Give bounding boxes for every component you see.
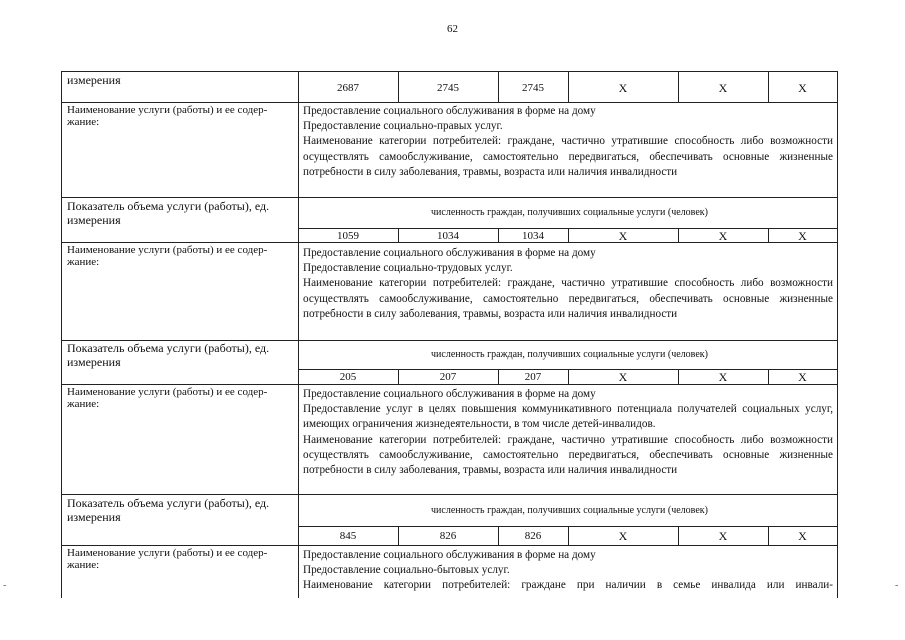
value-cell: 1034 (522, 230, 544, 242)
value-cell: 207 (524, 371, 542, 383)
value-cell: X (618, 529, 628, 543)
service-description (303, 548, 833, 594)
indicator-text: численность граждан, получивших социальные услуги (человек) (431, 349, 708, 360)
service-label: Наименование услуги (работы) и ее содер- жание: (67, 386, 268, 410)
value-cell: X (718, 370, 728, 384)
page-number: 62 (447, 23, 458, 35)
consumer-category-line: Наименование категории потребителей: граждане, частично утратившие способность либо возможности осуществлять самообслуживание, самостоятельно передвигаться, обеспечивать основные жизненные потребности в силу заболевания, травмы, возраста или наличия инвалидности (303, 277, 833, 320)
service-form-line: Предоставление социального обслуживания в форме на дому (303, 105, 596, 117)
service-description (303, 104, 833, 180)
value-cell: 207 (439, 371, 457, 383)
value-cell: 1034 (437, 230, 459, 242)
service-description (303, 387, 833, 478)
value-cell: X (718, 229, 728, 243)
value-cell: 1059 (337, 230, 359, 242)
service-table (61, 71, 838, 598)
indicator-label: Показатель объема услуги (работы), ед. измерения (67, 496, 270, 524)
row-divider (62, 494, 837, 495)
indicator-text: численность граждан, получивших социальные услуги (человек) (431, 505, 708, 516)
value-cell: 845 (339, 530, 357, 542)
value-cell: X (718, 81, 728, 95)
value-cell: 2745 (437, 82, 459, 94)
consumer-category-line: Наименование категории потребителей: граждане при наличии в семье инвалида или инвали- (303, 579, 833, 592)
indicator-label: Показатель объема услуги (работы), ед. измерения (67, 199, 270, 227)
value-cell: X (798, 529, 807, 543)
service-form-line: Предоставление социального обслуживания в форме на дому (303, 247, 596, 259)
indicator-text: численность граждан, получивших социальные услуги (человек) (431, 207, 708, 218)
row-divider (62, 102, 837, 103)
value-cell: X (618, 229, 628, 243)
service-form-line: Предоставление социального обслуживания в форме на дому (303, 388, 596, 400)
row-divider (62, 545, 837, 546)
scan-edge-mark: - (895, 580, 899, 591)
row-divider (62, 71, 837, 72)
top-row-label: измерения (67, 73, 121, 87)
value-cell: 826 (524, 530, 542, 542)
value-cell: X (718, 529, 728, 543)
consumer-category-line: Наименование категории потребителей: граждане, частично утратившие способность либо возможности осуществлять самообслуживание, самостоятельно передвигаться, обеспечивать основные жизненные потребности в силу заболевания, травмы, возраста или наличия инвалидности (303, 433, 833, 477)
value-cell: 2745 (522, 82, 544, 94)
service-type-line: Предоставление социально-правых услуг. (303, 120, 503, 133)
row-divider (62, 384, 837, 385)
service-type-line: Предоставление социально-бытовых услуг. (303, 564, 510, 577)
service-description (303, 246, 833, 322)
service-label: Наименование услуги (работы) и ее содер- жание: (67, 104, 268, 128)
value-cell: 205 (339, 371, 357, 383)
service-label: Наименование услуги (работы) и ее содер- жание: (67, 244, 268, 268)
indicator-label: Показатель объема услуги (работы), ед. измерения (67, 341, 270, 369)
value-cell: X (798, 229, 807, 243)
service-form-line: Предоставление социального обслуживания в форме на дому (303, 549, 596, 561)
value-cell: X (798, 81, 807, 95)
column-divider (298, 71, 299, 598)
scan-edge-mark: - (3, 580, 7, 591)
value-cell: X (618, 370, 628, 384)
value-cell: X (618, 81, 628, 95)
service-label: Наименование услуги (работы) и ее содер- жание: (67, 547, 268, 571)
value-cell: X (798, 370, 807, 384)
consumer-category-line: Наименование категории потребителей: граждане, частично утратившие способность либо возможности осуществлять самообслуживание, самостоятельно передвигаться, обеспечивать основные жизненные потребности в силу заболевания, травмы, возраста или наличия инвалидности (303, 135, 833, 178)
value-cell: 826 (439, 530, 457, 542)
value-cell: 2687 (337, 82, 359, 94)
row-divider (62, 197, 837, 198)
service-type-line: Предоставление социально-трудовых услуг. (303, 262, 513, 275)
service-type-line: Предоставление услуг в целях повышения коммуникативного потенциала получателей социальных услуг, имеющих ограничения жизнедеятельности, в том числе детей-инвалидов. (303, 403, 833, 431)
